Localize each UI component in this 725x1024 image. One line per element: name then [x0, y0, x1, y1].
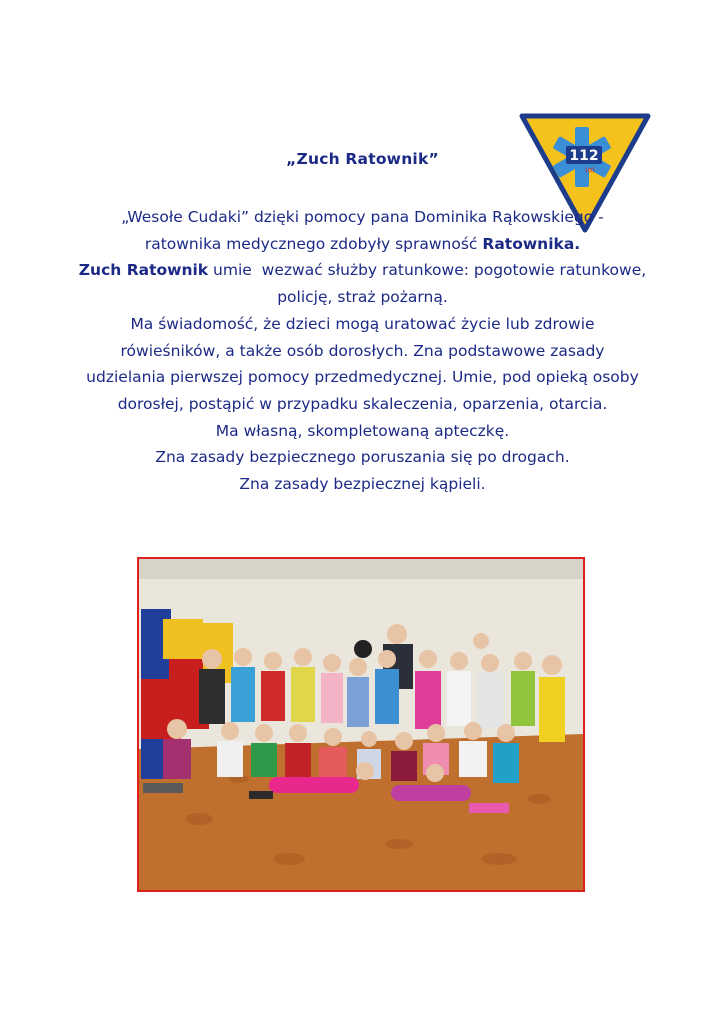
text-line: Zna zasady bezpiecznego poruszania się po drogach. [155, 448, 570, 467]
page-title: „Zuch Ratownik” [286, 150, 439, 168]
text-line: Ma świadomość, że dzieci mogą uratować życie lub zdrowie [130, 314, 595, 333]
text-line: dorosłej, postąpić w przypadku skaleczenia, oparzenia, otarcia. [117, 394, 608, 413]
description-paragraph [40, 204, 685, 498]
group-photo [137, 557, 585, 892]
text-line [40, 231, 685, 258]
text-line [40, 257, 685, 284]
text-line: „Wesołe Cudaki” dzięki pomocy pana Dominika Rąkowskiego - [121, 208, 604, 226]
text-line: rówieśników, a także osób dorosłych. Zna podstawowe zasady [120, 341, 605, 360]
bold-text: Ratownika. [482, 234, 581, 253]
svg-text:(o): (o) [585, 166, 595, 174]
text-span: ratownika medycznego zdobyły sprawność [144, 234, 483, 253]
group-photo-illustration [139, 559, 583, 890]
text-line: udzielania pierwszej pomocy przedmedycznej. Umie, pod opieką osoby [86, 368, 639, 387]
badge-number: 112 [569, 148, 599, 164]
text-line: policję, straż pożarną. [277, 288, 448, 307]
text-line: Zna zasady bezpiecznej kąpieli. [239, 475, 486, 494]
text-line: Ma własną, skompletowaną apteczkę. [215, 421, 510, 440]
text-span: umie wezwać służby ratunkowe: pogotowie ratunkowe, [208, 261, 647, 280]
bold-text: Zuch Ratownik [78, 261, 209, 280]
